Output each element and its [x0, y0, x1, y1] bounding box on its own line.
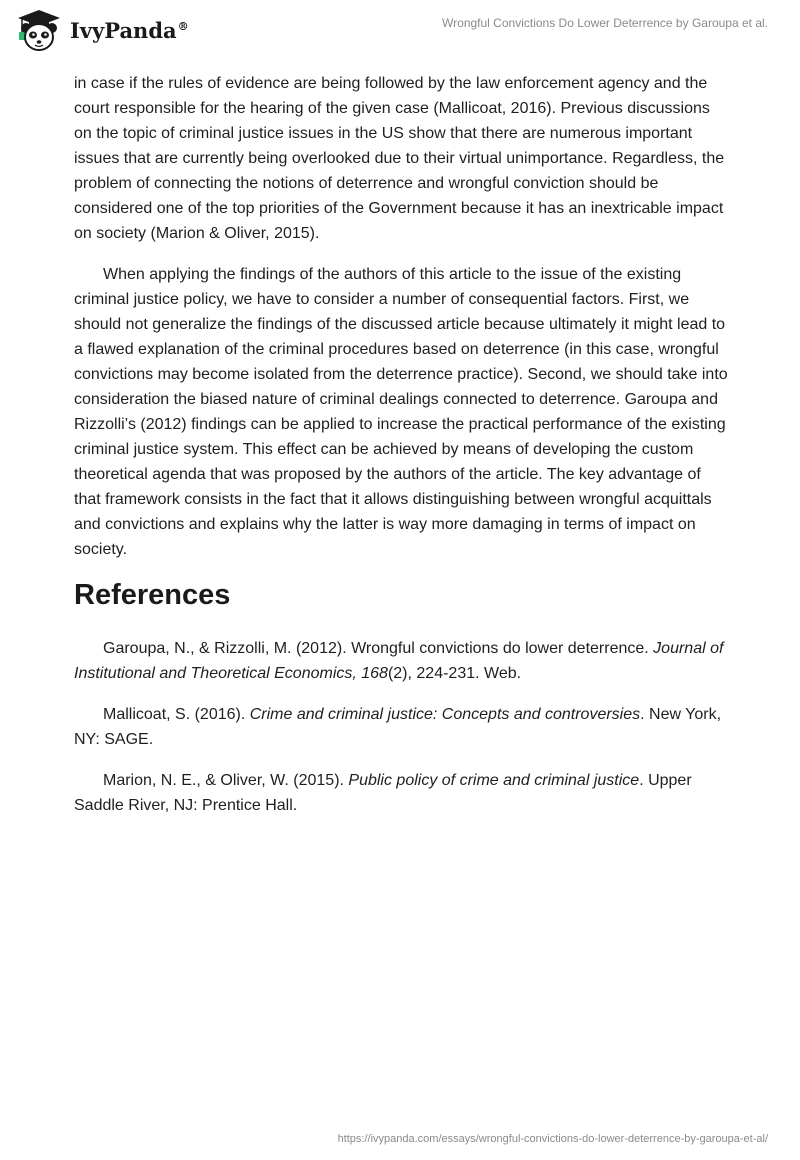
logo-wordmark	[70, 18, 189, 43]
reference-2-authors: Mallicoat, S. (2016).	[103, 706, 250, 723]
page-header	[0, 0, 800, 60]
panda-mascot-icon	[14, 8, 64, 52]
reference-item-2	[74, 702, 730, 752]
body-paragraph-2: When applying the findings of the authors of this article to the issue of the existing criminal justice policy, we have to consider a number of consequential factors. First, we should not generalize the findings of the discussed article because ultimately it might lead to a flawed explanation of the criminal procedures based on deterrence (in this case, wrongful convictions may become isolated from the deterrence practice). Second, we should take into consideration the biased nature of criminal dealings connected to deterrence. Garoupa and Rizzolli’s (2012) findings can be applied to increase the practical performance of the existing criminal justice system. This effect can be achieved by means of developing the custom theoretical agenda that was proposed by the authors of the article. The key advantage of that framework consists in the fact that it allows distinguishing between wrongful acquittals and convictions and explains why the latter is way more damaging in terms of impact on society.	[74, 266, 728, 558]
logo-name: IvyPanda	[70, 17, 177, 43]
reference-2-details: . New York, NY: SAGE.	[74, 706, 722, 748]
source-url-link[interactable]: https://ivypanda.com/essays/wrongful-convictions-do-lower-deterrence-by-garoupa-et-al/	[337, 1133, 768, 1145]
registered-mark: ®	[177, 19, 189, 33]
document-title: Wrongful Convictions Do Lower Deterrence by Garoupa et al.	[442, 16, 768, 30]
reference-item-1	[74, 636, 730, 686]
reference-3-details: . Upper Saddle River, NJ: Prentice Hall.	[74, 772, 692, 814]
references-heading: References	[74, 579, 231, 611]
reference-2-source: Crime and criminal justice: Concepts and controversies	[249, 706, 641, 723]
reference-1-source: Journal of Institutional and Theoretical Economics, 168	[74, 640, 724, 682]
reference-3-authors: Marion, N. E., & Oliver, W. (2015).	[103, 772, 349, 789]
reference-3-source: Public policy of crime and criminal justice	[348, 772, 640, 789]
ivypanda-logo[interactable]	[14, 8, 189, 52]
document-body	[74, 71, 730, 834]
reference-1-details: (2), 224-231. Web.	[387, 665, 522, 682]
reference-item-3	[74, 768, 730, 818]
body-paragraph-1: in case if the rules of evidence are being followed by the law enforcement agency and the court responsible for the hearing of the given case (Mallicoat, 2016). Previous discussions on the topic of criminal justice issues in the US show that there are numerous important issues that are currently being overlooked due to their virtual unimportance. Regardless, the problem of connecting the notions of deterrence and wrongful conviction should be considered one of the top priorities of the Government because it has an inextricable impact on society (Marion & Oliver, 2015).	[74, 75, 725, 242]
reference-1-authors: Garoupa, N., & Rizzolli, M. (2012). Wrongful convictions do lower deterrence.	[103, 640, 654, 657]
